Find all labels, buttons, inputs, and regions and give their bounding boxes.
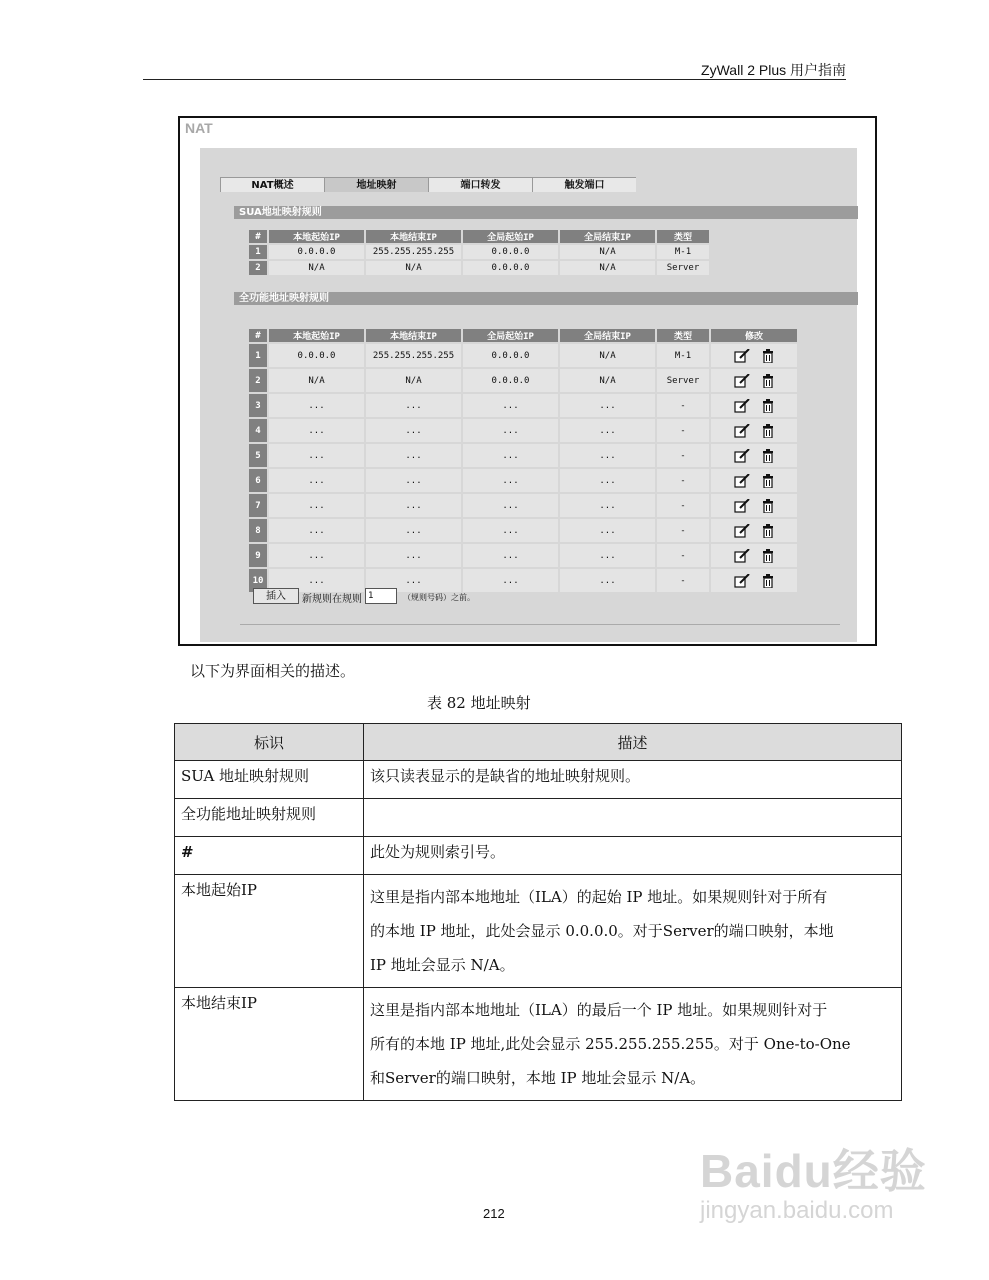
table-row xyxy=(249,494,797,517)
column-header: 本地起始IP xyxy=(269,329,364,342)
table-cell: ... xyxy=(463,469,558,492)
table-cell: ... xyxy=(366,494,461,517)
table-cell: ... xyxy=(366,394,461,417)
table-cell: ... xyxy=(463,519,558,542)
modify-cell xyxy=(711,369,797,392)
trash-icon[interactable] xyxy=(762,474,774,488)
table-row xyxy=(175,799,902,837)
rule-index: 3 xyxy=(249,394,267,417)
row-label: 全功能地址映射规则 xyxy=(175,799,364,837)
column-header-modify: 修改 xyxy=(711,329,797,342)
full-rules-table xyxy=(247,327,799,594)
table-cell: N/A xyxy=(366,261,461,275)
header-title: ZyWall 2 Plus 用户指南 xyxy=(701,62,846,78)
table-cell: M-1 xyxy=(657,344,709,367)
table-cell: ... xyxy=(269,494,364,517)
table-cell: ... xyxy=(366,569,461,592)
table-cell: 0.0.0.0 xyxy=(269,344,364,367)
table-cell: 0.0.0.0 xyxy=(463,261,558,275)
row-description xyxy=(364,799,902,837)
table-cell: - xyxy=(657,494,709,517)
watermark-brand: Baidu经验 xyxy=(700,1145,927,1197)
trash-icon[interactable] xyxy=(762,574,774,588)
table-cell: N/A xyxy=(560,369,655,392)
table-cell: ... xyxy=(560,544,655,567)
description-line: 和Server的端口映射，本地 IP 地址会显示 N/A。 xyxy=(370,1069,706,1087)
edit-icon[interactable] xyxy=(734,499,750,513)
column-header: 类型 xyxy=(657,230,709,243)
table-cell: ... xyxy=(269,569,364,592)
insert-note: （规则号码）之前。 xyxy=(403,593,475,602)
row-label: 本地结束IP xyxy=(175,988,364,1101)
edit-icon[interactable] xyxy=(734,449,750,463)
modify-cell xyxy=(711,569,797,592)
panel-divider xyxy=(240,624,840,625)
insert-label: 新规则在规则 xyxy=(302,594,362,605)
rule-index: 1 xyxy=(249,344,267,367)
rule-number-input[interactable]: 1 xyxy=(365,588,397,604)
table-cell: - xyxy=(657,394,709,417)
nat-tabs xyxy=(220,177,636,192)
page-number: 212 xyxy=(483,1206,505,1221)
column-header: 类型 xyxy=(657,329,709,342)
table-cell: N/A xyxy=(366,369,461,392)
table-cell: ... xyxy=(463,444,558,467)
watermark-url: jingyan.baidu.com xyxy=(700,1197,894,1224)
table-cell: N/A xyxy=(560,245,655,259)
table-cell: Server xyxy=(657,369,709,392)
column-header: 本地结束IP xyxy=(366,329,461,342)
table-row xyxy=(249,394,797,417)
table-cell: - xyxy=(657,444,709,467)
modify-cell xyxy=(711,519,797,542)
nat-screenshot xyxy=(178,116,877,646)
column-header: 本地结束IP xyxy=(366,230,461,243)
sua-rules-table xyxy=(247,228,711,277)
table-cell: ... xyxy=(269,519,364,542)
table-cell: 255.255.255.255 xyxy=(366,344,461,367)
row-description xyxy=(364,761,902,799)
column-header: 全局起始IP xyxy=(463,329,558,342)
column-header: # xyxy=(249,230,267,243)
row-description xyxy=(364,837,902,875)
sua-section-title: SUA地址映射规则 xyxy=(234,206,858,219)
column-header: 全局结束IP xyxy=(560,230,655,243)
table-cell: ... xyxy=(269,419,364,442)
column-header: 全局起始IP xyxy=(463,230,558,243)
rule-index: 6 xyxy=(249,469,267,492)
table-cell: - xyxy=(657,569,709,592)
column-header: 本地起始IP xyxy=(269,230,364,243)
column-header: # xyxy=(249,329,267,342)
table-cell: ... xyxy=(366,419,461,442)
description-line: 这里是指内部本地地址（ILA）的最后一个 IP 地址。如果规则针对于 xyxy=(370,1001,828,1019)
modify-cell xyxy=(711,344,797,367)
modify-cell xyxy=(711,494,797,517)
rule-index: 1 xyxy=(249,245,267,259)
table-cell: ... xyxy=(269,469,364,492)
table-cell: 0.0.0.0 xyxy=(463,344,558,367)
table-cell: - xyxy=(657,519,709,542)
table-cell: - xyxy=(657,469,709,492)
edit-icon[interactable] xyxy=(734,574,750,588)
header-description: 描述 xyxy=(364,724,902,761)
description-line: 的本地 IP 地址，此处会显示 0.0.0.0。对于Server的端口映射，本地 xyxy=(370,922,834,940)
table-row xyxy=(249,544,797,567)
tab-address-mapping[interactable]: 地址映射 xyxy=(324,177,428,192)
table-row xyxy=(249,519,797,542)
nat-title: NAT xyxy=(185,120,213,136)
table-cell: 0.0.0.0 xyxy=(269,245,364,259)
table-row xyxy=(175,875,902,988)
trash-icon[interactable] xyxy=(762,399,774,413)
rule-index: 2 xyxy=(249,369,267,392)
tab-port-forwarding[interactable]: 端口转发 xyxy=(428,177,532,192)
table-cell: ... xyxy=(560,419,655,442)
description-line: 这里是指内部本地地址（ILA）的起始 IP 地址。如果规则针对于所有 xyxy=(370,888,828,906)
table-row xyxy=(249,419,797,442)
table-row xyxy=(175,761,902,799)
trash-icon[interactable] xyxy=(762,424,774,438)
table-cell: N/A xyxy=(269,369,364,392)
modify-cell xyxy=(711,419,797,442)
row-label: 本地起始IP xyxy=(175,875,364,988)
modify-cell xyxy=(711,444,797,467)
table-cell: ... xyxy=(269,394,364,417)
row-description xyxy=(364,988,902,1101)
table-row xyxy=(175,988,902,1101)
edit-icon[interactable] xyxy=(734,424,750,438)
intro-text: 以下为界面相关的描述。 xyxy=(190,662,356,680)
header-label: 标识 xyxy=(175,724,364,761)
edit-icon[interactable] xyxy=(734,474,750,488)
description-line: 此处为规则索引号。 xyxy=(370,843,506,861)
table-cell: ... xyxy=(560,569,655,592)
table-cell: ... xyxy=(366,519,461,542)
modify-cell xyxy=(711,394,797,417)
table-cell: ... xyxy=(366,444,461,467)
table-row xyxy=(249,245,709,259)
table-cell: - xyxy=(657,544,709,567)
table-cell: ... xyxy=(463,494,558,517)
table-cell: ... xyxy=(366,544,461,567)
rule-index: 9 xyxy=(249,544,267,567)
row-label: SUA 地址映射规则 xyxy=(175,761,364,799)
table-row xyxy=(249,444,797,467)
rule-index: 4 xyxy=(249,419,267,442)
table-cell: ... xyxy=(269,444,364,467)
trash-icon[interactable] xyxy=(762,524,774,538)
full-section-title: 全功能地址映射规则 xyxy=(234,292,858,305)
table-row xyxy=(249,261,709,275)
table-row xyxy=(249,469,797,492)
edit-icon[interactable] xyxy=(734,374,750,388)
description-line: 所有的本地 IP 地址,此处会显示 255.255.255.255。对于 One-to-One xyxy=(370,1035,851,1053)
trash-icon[interactable] xyxy=(762,549,774,563)
modify-cell xyxy=(711,469,797,492)
table-cell: M-1 xyxy=(657,245,709,259)
insert-button[interactable]: 插入 xyxy=(253,588,299,604)
table-cell: ... xyxy=(560,494,655,517)
description-line: IP 地址会显示 N/A。 xyxy=(370,956,515,974)
table-cell: ... xyxy=(269,544,364,567)
table-cell: 255.255.255.255 xyxy=(366,245,461,259)
table-cell: ... xyxy=(560,519,655,542)
rule-index: 2 xyxy=(249,261,267,275)
trash-icon[interactable] xyxy=(762,499,774,513)
edit-icon[interactable] xyxy=(734,524,750,538)
table-cell: ... xyxy=(560,394,655,417)
tab-nat-overview[interactable]: NAT概述 xyxy=(220,177,324,192)
nat-panel xyxy=(200,148,857,642)
table-cell: ... xyxy=(560,469,655,492)
table-cell: N/A xyxy=(560,344,655,367)
rule-index: 10 xyxy=(249,569,267,592)
tab-trigger-port[interactable]: 触发端口 xyxy=(532,177,636,192)
table-cell: 0.0.0.0 xyxy=(463,245,558,259)
table-cell: N/A xyxy=(560,261,655,275)
rule-index: 8 xyxy=(249,519,267,542)
rule-index: 7 xyxy=(249,494,267,517)
row-description xyxy=(364,875,902,988)
row-label: # xyxy=(175,837,364,875)
trash-icon[interactable] xyxy=(762,349,774,363)
header-rule xyxy=(143,79,846,80)
table-cell: Server xyxy=(657,261,709,275)
column-header: 全局结束IP xyxy=(560,329,655,342)
description-line: 该只读表显示的是缺省的地址映射规则。 xyxy=(370,767,641,785)
watermark xyxy=(700,1135,927,1225)
table-cell: ... xyxy=(560,444,655,467)
table-cell: ... xyxy=(463,544,558,567)
description-table xyxy=(174,723,902,1101)
table-cell: ... xyxy=(366,469,461,492)
modify-cell xyxy=(711,544,797,567)
table-cell: N/A xyxy=(269,261,364,275)
table-cell: ... xyxy=(463,569,558,592)
table-cell: ... xyxy=(463,419,558,442)
trash-icon[interactable] xyxy=(762,449,774,463)
rule-index: 5 xyxy=(249,444,267,467)
table-caption: 表 82 地址映射 xyxy=(427,694,531,712)
table-row xyxy=(175,837,902,875)
trash-icon[interactable] xyxy=(762,374,774,388)
table-row xyxy=(249,344,797,367)
table-cell: 0.0.0.0 xyxy=(463,369,558,392)
table-row xyxy=(249,569,797,592)
table-cell: - xyxy=(657,419,709,442)
edit-icon[interactable] xyxy=(734,549,750,563)
edit-icon[interactable] xyxy=(734,349,750,363)
table-row xyxy=(249,369,797,392)
table-cell: ... xyxy=(463,394,558,417)
edit-icon[interactable] xyxy=(734,399,750,413)
